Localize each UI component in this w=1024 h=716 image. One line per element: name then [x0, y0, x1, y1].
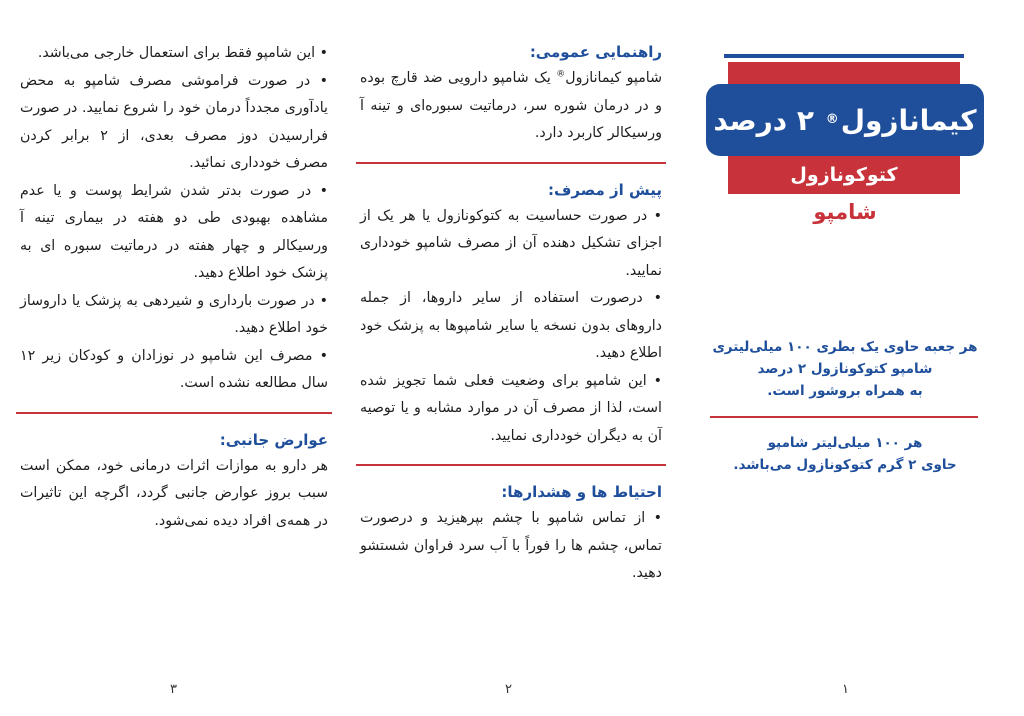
registered-mark: ®: [556, 69, 566, 80]
side-effects-heading: عوارض جانبی:: [219, 430, 328, 449]
usage-note-external: • این شامپو فقط برای استعمال خارجی می‌باشد.: [20, 40, 328, 68]
before-use-item: • درصورت استفاده از سایر داروها، از جمله داروهای بدون نسخه یا سایر شامپوها به پزشک خود اطلاع دهید.: [360, 285, 662, 368]
page-number-1: ۱: [842, 682, 849, 697]
generic-name: کتوکونازول: [728, 156, 960, 194]
side-effects-text: هر دارو به موازات اثرات درمانی خود، ممکن است سبب بروز عوارض جانبی گردد، اگرچه این تاثیرات در همه‌ی افراد دیده نمی‌شود.: [20, 457, 328, 529]
usage-note-pregnancy: • در صورت بارداری و شیردهی به پزشک یا داروساز خود اطلاع دهید.: [20, 288, 328, 343]
dosage-form: شامپو: [813, 200, 877, 224]
before-use-heading: پیش از مصرف:: [547, 180, 662, 199]
section-divider: [710, 416, 978, 418]
panel-1-cover: [700, 40, 990, 680]
page-number-3: ۳: [170, 682, 177, 697]
brand-name: کیمانازول: [840, 103, 977, 137]
section-divider: [16, 412, 332, 414]
title-accent-line: [724, 54, 964, 58]
brand-strength: ۲ درصد: [713, 103, 814, 137]
section-divider: [356, 162, 666, 164]
before-use-item: • در صورت حساسیت به کتوکونازول یا هر یک از اجزای تشکیل دهنده آن از مصرف شامپو خودداری نمایید.: [360, 203, 662, 286]
before-use-item: • این شامپو برای وضعیت فعلی شما تجویز شده است، لذا از مصرف آن در موارد مشابه و یا توصیه آن به دیگران خودداری نمایید.: [360, 368, 662, 451]
page-number-2: ۲: [505, 682, 512, 697]
brand-title: کیمانازول ® ۲ درصد: [706, 84, 984, 156]
pack-contents: هر جعبه حاوی یک بطری ۱۰۰ میلی‌لیتری شامپو کتوکونازول ۲ درصد به همراه بروشور است.: [712, 339, 978, 399]
caution-item: • از تماس شامپو با چشم بپرهیزید و درصورت تماس، چشم ها را فوراً با آب سرد فراوان شستشو دهید.: [360, 505, 662, 588]
composition: هر ۱۰۰ میلی‌لیتر شامپو حاوی ۲ گرم کتوکونازول می‌باشد.: [733, 435, 957, 473]
usage-note-worsening: • در صورت بدتر شدن شرایط پوست و یا عدم مشاهده بهبودی طی دو هفته در بیماری تینه آ ورسیکالر و چهار هفته در درماتیت سبوره ای به پزشک خود اطلاع دهید.: [20, 178, 328, 288]
panel-2: [360, 40, 662, 588]
panel-3: [20, 40, 328, 535]
usage-note-children: • مصرف این شامپو در نوزادان و کودکان زیر ۱۲ سال مطالعه نشده است.: [20, 343, 328, 398]
section-divider: [356, 464, 666, 466]
usage-note-missed-dose: • در صورت فراموشی مصرف شامپو به محض یادآوری مجدداً درمان خود را شروع نمایید. در صورت فرارسیدن دوز مصرف بعدی، از ۲ برابر کردن مصرف خودداری نمائید.: [20, 68, 328, 178]
general-guide-text: شامپو کیمانازول® یک شامپو دارویی ضد قارچ بوده و در درمان شوره سر، درماتیت سبوره‌ای و تینه آ ورسیکالر کاربرد دارد.: [360, 69, 662, 141]
general-guide-heading: راهنمایی عمومی:: [529, 43, 662, 61]
cautions-heading: احتیاط ها و هشدارها:: [501, 483, 662, 501]
